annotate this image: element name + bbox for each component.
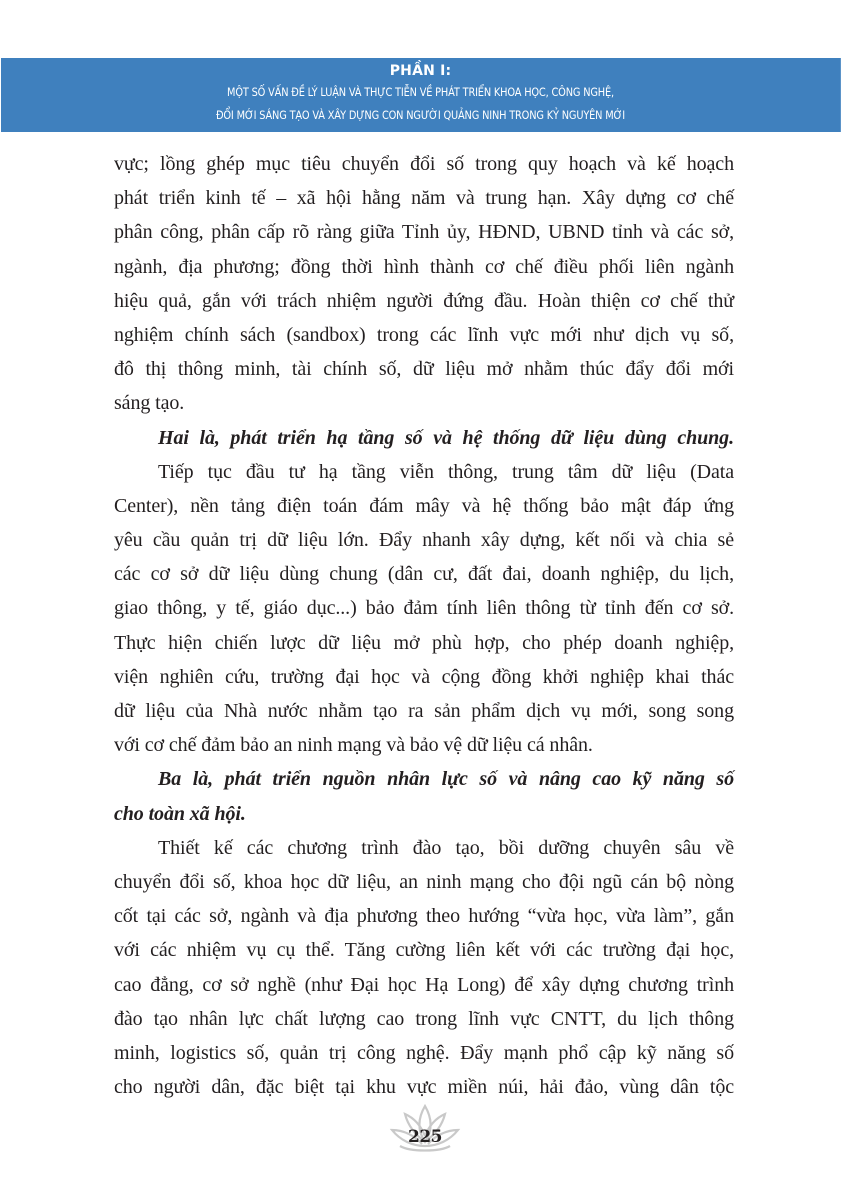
section-heading-line: cho toàn xã hội. [114, 802, 246, 825]
section-header-banner [1, 58, 841, 132]
section-subtitle-line-2: ĐỔI MỚI SÁNG TẠO VÀ XÂY DỰNG CON NGƯỜI QUẢNG NINH TRONG KỶ NGUYÊN MỚI [215, 108, 626, 122]
body-text-line: Center), nền tảng điện toán đám mây và hệ thống bảo mật đáp ứng [114, 494, 734, 517]
page-body [114, 147, 734, 1104]
body-text-line: viện nghiên cứu, trường đại học và cộng đồng khởi nghiệp khai thác [114, 665, 734, 688]
body-text-line: dữ liệu của Nhà nước nhằm tạo ra sản phẩm dịch vụ mới, song song [114, 700, 734, 722]
paragraph-end-line: với cơ chế đảm bảo an ninh mạng và bảo vệ dữ liệu cá nhân. [114, 734, 593, 757]
body-text-line: yêu cầu quản trị dữ liệu lớn. Đẩy nhanh xây dựng, kết nối và chia sẻ [114, 529, 734, 552]
page-number: 225 [408, 1127, 442, 1147]
body-text-line: đào tạo nhân lực chất lượng cao trong lĩnh vực CNTT, du lịch thông [114, 1007, 734, 1030]
paragraph-start-line: Tiếp tục đầu tư hạ tầng viễn thông, trung tâm dữ liệu (Data [158, 460, 734, 483]
body-text-line: chuyển đổi số, khoa học dữ liệu, an ninh mạng cho đội ngũ cán bộ nòng [114, 870, 734, 893]
body-text-line: vực; lồng ghép mục tiêu chuyển đổi số trong quy hoạch và kế hoạch [114, 153, 734, 175]
paragraph-end-line: sáng tạo. [114, 392, 185, 415]
section-heading-line: Hai là, phát triển hạ tầng số và hệ thống dữ liệu dùng chung. [158, 426, 734, 449]
part-label: PHẦN I: [389, 63, 452, 79]
body-text-line: đô thị thông minh, tài chính số, dữ liệu mở nhằm thúc đẩy đổi mới [114, 358, 734, 381]
page-footer [370, 1100, 480, 1160]
body-text-line: Thực hiện chiến lược dữ liệu mở phù hợp, cho phép doanh nghiệp, [114, 631, 734, 654]
body-text-line: các cơ sở dữ liệu dùng chung (dân cư, đất đai, doanh nghiệp, du lịch, [114, 563, 734, 586]
body-text-line: với các nhiệm vụ cụ thể. Tăng cường liên kết với các trường đại học, [114, 939, 734, 962]
body-text-line: phân công, phân cấp rõ ràng giữa Tỉnh ủy, HĐND, UBND tỉnh và các sở, [114, 221, 734, 244]
body-text-line: cốt tại các sở, ngành và địa phương theo hướng “vừa học, vừa làm”, gắn [114, 905, 734, 928]
body-text-line: nghiệm chính sách (sandbox) trong các lĩnh vực mới như dịch vụ số, [114, 323, 734, 346]
body-text-line: minh, logistics số, quản trị công nghệ. Đẩy mạnh phổ cập kỹ năng số [114, 1041, 734, 1064]
body-text-line: ngành, địa phương; đồng thời hình thành cơ chế điều phối liên ngành [114, 255, 734, 278]
body-text-line: phát triển kinh tế – xã hội hằng năm và trung hạn. Xây dựng cơ chế [114, 187, 734, 210]
body-text-line: cho người dân, đặc biệt tại khu vực miền núi, hải đảo, vùng dân tộc [114, 1076, 734, 1099]
body-text-line: giao thông, y tế, giáo dục...) bảo đảm tính liên thông từ tỉnh đến cơ sở. [114, 597, 734, 620]
paragraph-start-line: Thiết kế các chương trình đào tạo, bồi dưỡng chuyên sâu về [158, 836, 734, 859]
body-text-line: hiệu quả, gắn với trách nhiệm người đứng đầu. Hoàn thiện cơ chế thử [114, 289, 734, 312]
body-text-line: cao đẳng, cơ sở nghề (như Đại học Hạ Long) để xây dựng chương trình [114, 973, 734, 996]
section-heading-line: Ba là, phát triển nguồn nhân lực số và nâng cao kỹ năng số [158, 768, 734, 791]
section-subtitle-line-1: MỘT SỐ VẤN ĐỀ LÝ LUẬN VÀ THỰC TIỄN VỀ PHÁT TRIỂN KHOA HỌC, CÔNG NGHỆ, [227, 85, 614, 99]
